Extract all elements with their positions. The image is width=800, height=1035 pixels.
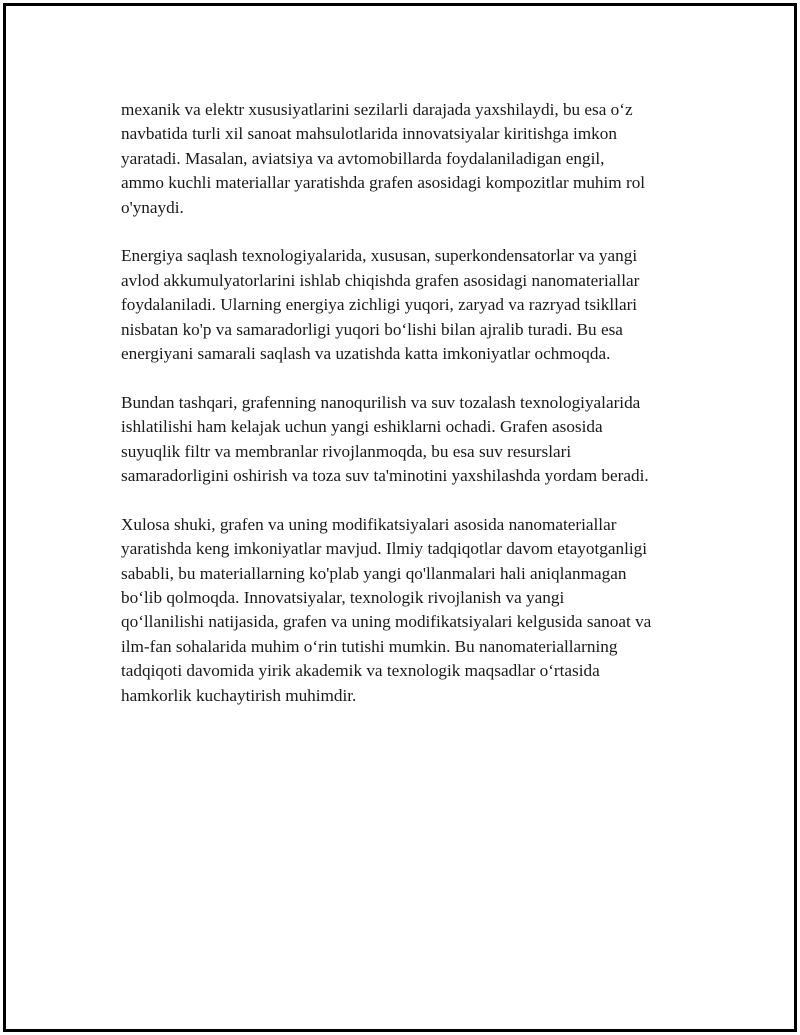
text-line: Bundan tashqari, grafenning nanoqurilish va suv tozalash texnologiyalarida <box>121 392 641 412</box>
text-line: suyuqlik filtr va membranlar rivojlanmoqda, bu esa suv resurslari <box>121 441 572 461</box>
text-line: nisbatan ko'p va samaradorligi yuqori bo‘lishi bilan ajralib turadi. Bu esa <box>121 319 623 339</box>
text-line: sababli, bu materiallarning ko'plab yangi qo'llanmalari hali aniqlanmagan <box>121 563 627 583</box>
text-line: tadqiqoti davomida yirik akademik va texnologik maqsadlar o‘rtasida <box>121 661 600 681</box>
page-frame <box>3 3 797 1032</box>
paragraph-1 <box>121 98 701 220</box>
text-line: Xulosa shuki, grafen va uning modifikatsiyalari asosida nanomateriallar <box>121 514 617 534</box>
text-line: foydalaniladi. Ularning energiya zichligi yuqori, zaryad va razryad tsikllari <box>121 295 638 315</box>
text-line: avlod akkumulyatorlarini ishlab chiqishda grafen asosidagi nanomateriallar <box>121 270 640 290</box>
paragraph-4 <box>121 513 701 708</box>
text-line: o'ynaydi. <box>121 197 184 217</box>
text-line: yaratadi. Masalan, aviatsiya va avtomobillarda foydalaniladigan engil, <box>121 148 605 168</box>
text-line: navbatida turli xil sanoat mahsulotlarida innovatsiyalar kiritishga imkon <box>121 124 617 144</box>
text-line: bo‘lib qolmoqda. Innovatsiyalar, texnologik rivojlanish va yangi <box>121 588 565 608</box>
text-line: qo‘llanilishi natijasida, grafen va uning modifikatsiyalari kelgusida sanoat va <box>121 612 652 632</box>
document-body <box>121 98 701 733</box>
text-line: hamkorlik kuchaytirish muhimdir. <box>121 685 357 705</box>
text-line: ishlatilishi ham kelajak uchun yangi eshiklarni ochadi. Grafen asosida <box>121 417 603 437</box>
paragraph-2 <box>121 244 701 366</box>
text-line: mexanik va elektr xususiyatlarini sezilarli darajada yaxshilaydi, bu esa o‘z <box>121 100 633 119</box>
text-line: ammo kuchli materiallar yaratishda grafen asosidagi kompozitlar muhim rol <box>121 173 646 193</box>
text-line: yaratishda keng imkoniyatlar mavjud. Ilmiy tadqiqotlar davom etayotganligi <box>121 539 647 559</box>
paragraph-3 <box>121 391 701 489</box>
text-line: Energiya saqlash texnologiyalarida, xususan, superkondensatorlar va yangi <box>121 246 638 266</box>
text-line: ilm-fan sohalarida muhim o‘rin tutishi mumkin. Bu nanomateriallarning <box>121 636 618 656</box>
text-line: energiyani samarali saqlash va uzatishda katta imkoniyatlar ochmoqda. <box>121 344 611 364</box>
text-line: samaradorligini oshirish va toza suv ta'minotini yaxshilashda yordam beradi. <box>121 466 649 486</box>
